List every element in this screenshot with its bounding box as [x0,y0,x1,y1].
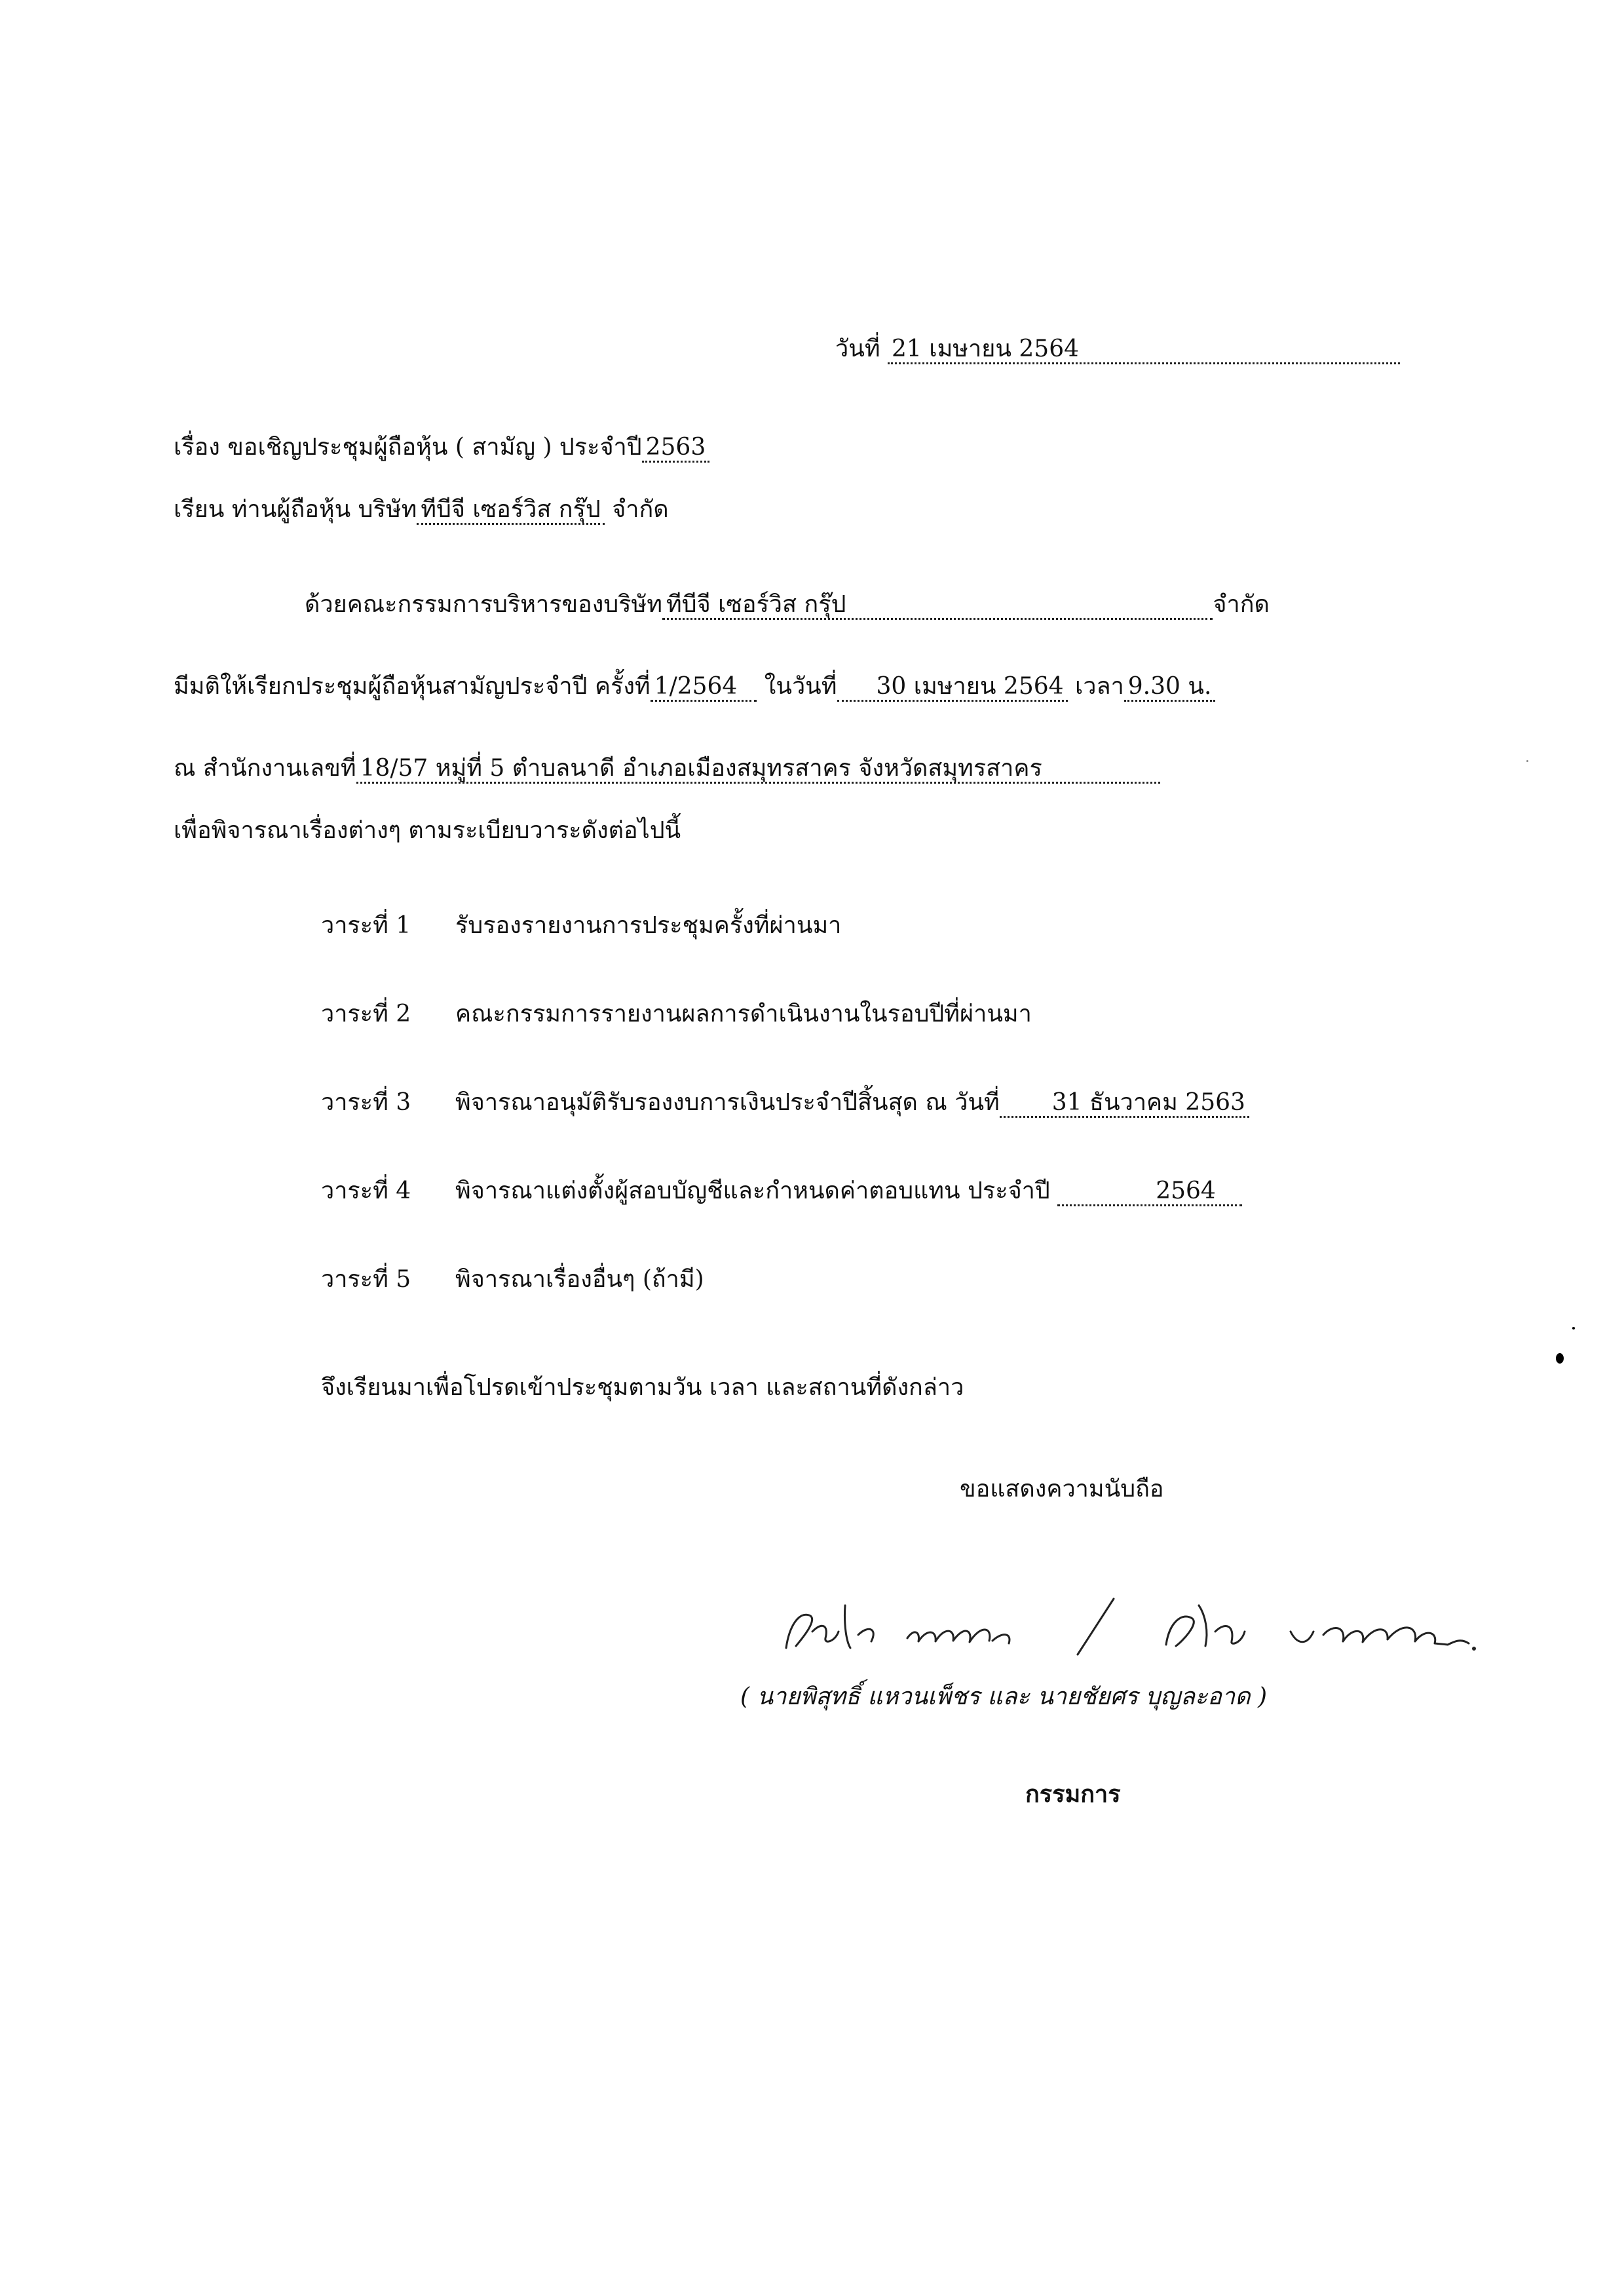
agenda-fill: 31 ธันวาคม 2563 [1000,1089,1249,1118]
agenda-text: พิจารณาอนุมัติรับรองงบการเงินประจำปีสิ้นสุด ณ วันที่ [455,1089,1000,1116]
agenda-fill: 2564 [1057,1177,1242,1206]
date-value: 21 เมษายน 2564 [888,335,1400,364]
regards-text: ขอแสดงความนับถือ [960,1476,1164,1502]
body-line-1 [305,593,1270,617]
agenda-item-5 [321,1268,704,1292]
agenda-text: พิจารณาแต่งตั้งผู้สอบบัญชีและกำหนดค่าตอบแทน ประจำปี [455,1177,1050,1204]
closing-line [321,1376,964,1400]
subject-line [174,436,709,459]
meeting-date: 30 เมษายน 2564 [837,673,1068,702]
agenda-text: คณะกรรมการรายงานผลการดำเนินงานในรอบปีที่ผ่านมา [455,1001,1032,1027]
subject-text: ขอเชิญประชุมผู้ถือหุ้น ( สามัญ ) ประจำปี [227,434,642,461]
addressee-suffix: จำกัด [612,496,669,523]
date-line [835,337,1400,361]
agenda-item-2 [321,1003,1032,1026]
agenda-number: วาระที่ 2 [321,1001,411,1027]
addressee-company: ทีบีจี เซอร์วิส กรุ๊ป [417,496,604,525]
agenda-item-3 [321,1091,1249,1115]
agenda-text: พิจารณาเรื่องอื่นๆ (ถ้ามี) [455,1266,704,1293]
addressee-text: ท่านผู้ถือหุ้น บริษัท [231,496,417,523]
meeting-time: 9.30 น. [1124,673,1216,702]
body-line-4 [174,819,681,843]
handwritten-signature [773,1586,1481,1658]
addressee-line [174,498,669,522]
position-line [1025,1782,1121,1806]
meeting-date-label: ในวันที่ [764,673,837,700]
meeting-number: 1/2564 [651,673,757,702]
body-company-suffix: จำกัด [1213,591,1270,618]
subject-year: 2563 [642,434,710,463]
agenda-item-4 [321,1179,1242,1203]
scan-speck [1526,760,1528,762]
scan-speck [1572,1327,1575,1330]
signatory-names: ( นายพิสุทธิ์ แหวนเพ็ชร และ นายชัยศร บุญละอาด ) [740,1683,1268,1710]
date-label: วันที่ [835,335,880,362]
regards-line [960,1478,1163,1501]
address-label: ณ สำนักงานเลขที่ [174,755,356,782]
closing-text: จึงเรียนมาเพื่อโปรดเข้าประชุมตามวัน เวลา และสถานที่ดังกล่าว [321,1374,964,1401]
body-line-3 [174,757,1160,780]
meeting-time-label: เวลา [1074,673,1124,700]
subject-label: เรื่อง [174,434,220,461]
agenda-number: วาระที่ 5 [321,1266,411,1293]
agenda-text: รับรองรายงานการประชุมครั้งที่ผ่านมา [455,912,842,939]
position-title: กรรมการ [1025,1780,1121,1808]
agenda-intro: เพื่อพิจารณาเรื่องต่างๆ ตามระเบียบวาระดังต่อไปนี้ [174,817,681,844]
agenda-item-1 [321,914,841,938]
addressee-label: เรียน [174,496,225,523]
body-line-2 [174,675,1215,698]
body-company: ทีบีจี เซอร์วิส กรุ๊ป [662,591,1213,620]
meeting-address: 18/57 หมู่ที่ 5 ตำบลนาดี อำเภอเมืองสมุทรสาคร จังหวัดสมุทรสาคร [356,755,1160,784]
meeting-resolution: มีมติให้เรียกประชุมผู้ถือหุ้นสามัญประจำปี ครั้งที่ [174,673,651,700]
agenda-number: วาระที่ 3 [321,1089,411,1116]
agenda-number: วาระที่ 1 [321,912,411,939]
scan-speck [1556,1353,1564,1364]
agenda-number: วาระที่ 4 [321,1177,411,1204]
body-lead: ด้วยคณะกรรมการบริหารของบริษัท [305,591,662,618]
